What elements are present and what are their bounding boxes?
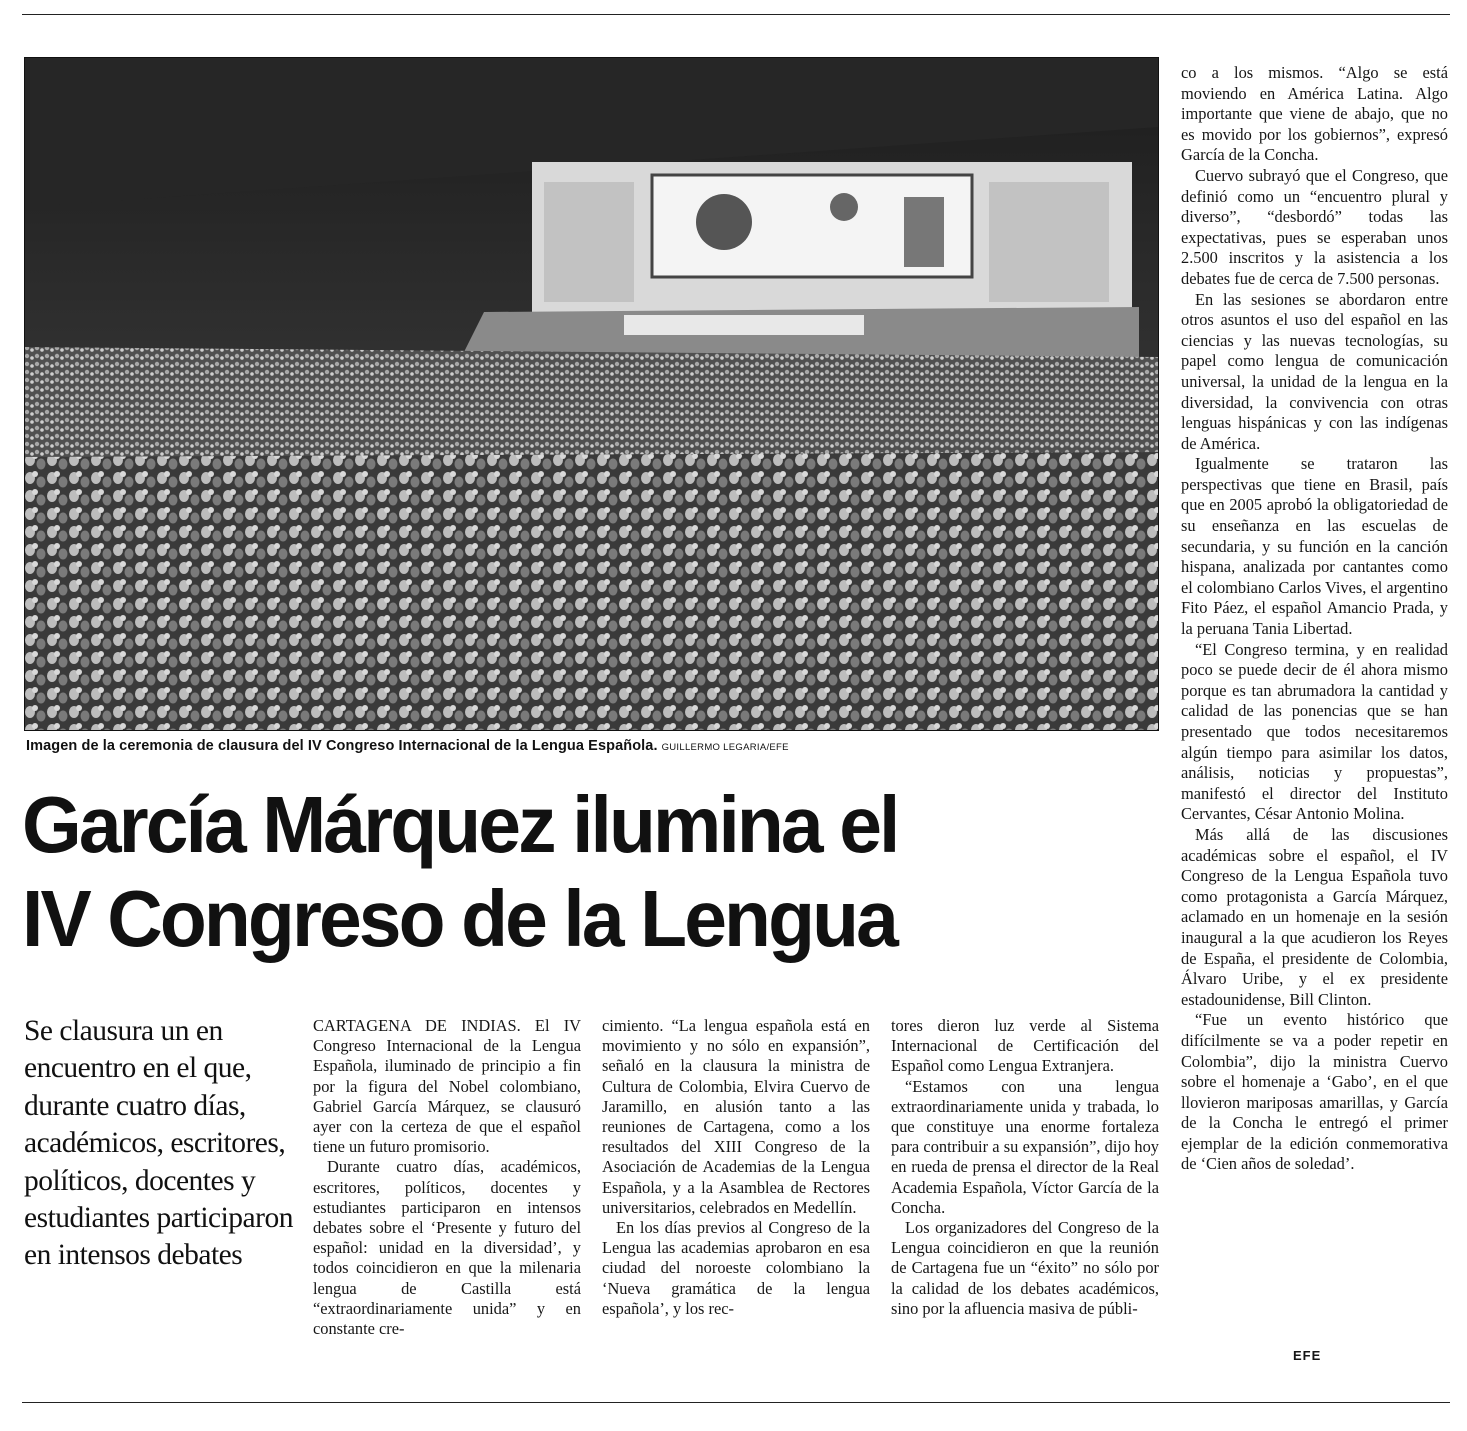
agency-signature: EFE <box>1293 1348 1322 1363</box>
headline <box>22 778 1126 966</box>
conference-photo <box>24 57 1159 731</box>
article-column-1 <box>313 1016 581 1376</box>
bottom-rule <box>22 1402 1450 1403</box>
auditorium-image <box>24 57 1159 731</box>
caption-text: Imagen de la ceremonia de clausura del IV Congreso Internacional de la Lengua Española. <box>26 738 658 754</box>
paragraph: “Estamos con una lengua extraordinariamente unida y trabada, lo que constituye una enorme fortaleza para contribuir a su expansión”, dijo hoy en rueda de prensa el director de la Real Academia Española, Víctor García de la Concha. <box>891 1076 1159 1217</box>
paragraph: Cuervo subrayó que el Congreso, que definió como un “encuentro plural y diverso”, “desbordó” todas las expectativas, pues se esperaban unos 2.500 inscritos y la asistencia a los debates fue de cerca de 7.500 personas. <box>1181 165 1448 288</box>
photo-caption <box>26 738 1166 754</box>
article-column-3 <box>891 1016 1159 1376</box>
paragraph: cimiento. “La lengua española está en movimiento y no sólo en expansión”, señaló en la clausura la ministra de Cultura de Colombia, Elvira Cuervo de Jaramillo, en alusión tanto a las reuniones de Cartagena, como a los resultados del XIII Congreso de la Asociación de Academias de la Lengua Española, y a la Asamblea de Rectores universitarios, celebrados en Medellín. <box>602 1016 870 1217</box>
top-rule <box>22 14 1450 15</box>
paragraph: CARTAGENA DE INDIAS. El IV Congreso Internacional de la Lengua Española, iluminado de principio a fin por la figura del Nobel colombiano, Gabriel García Márquez, se clausuró ayer con la certeza de que el español tiene un futuro promisorio. <box>313 1016 581 1157</box>
deck-subheading: Se clausura un en encuentro en el que, durante cuatro días, académicos, escritores, políticos, docentes y estudiantes participaron en intensos debates <box>24 1015 293 1272</box>
paragraph: Los organizadores del Congreso de la Lengua coincidieron en que la reunión de Cartagena fue un “éxito” no sólo por la calidad de los debates académicos, sino por la afluencia masiva de públi- <box>891 1218 1159 1318</box>
paragraph: Igualmente se trataron las perspectivas que tiene en Brasil, país que en 2005 aprobó la obligatoriedad de su enseñanza en las escuelas de secundaria, y su función en la canción hispana, analizada por cantantes como el colombiano Carlos Vives, el argentino Fito Páez, el español Amancio Prada, y la peruana Tania Libertad. <box>1181 454 1448 639</box>
paragraph: co a los mismos. “Algo se está moviendo en América Latina. Algo importante que viene de abajo, que no es movido por los gobiernos”, expresó García de la Concha. <box>1181 63 1448 165</box>
headline-line-2: IV Congreso de la Lengua <box>22 874 896 963</box>
paragraph: Durante cuatro días, académicos, escritores, políticos, docentes y estudiantes participaron en intensos debates sobre el ‘Presente y futuro del español: unidad en la diversidad’, y todos coincidieron en que la milenaria lengua de Castilla está “extraordinariamente unida” y en constante cre- <box>313 1157 581 1339</box>
article-column-4 <box>1181 63 1448 1363</box>
headline-line-1: García Márquez ilumina el <box>22 780 898 869</box>
paragraph: Más allá de las discusiones académicas sobre el español, el IV Congreso de la Lengua Española tuvo como protagonista a García Márquez, aclamado en un homenaje en la sesión inaugural a la que acudieron los Reyes de España, el presidente de Colombia, Álvaro Uribe, y el ex presidente estadounidense, Bill Clinton. <box>1181 824 1448 1009</box>
photo-credit: GUILLERMO LEGARIA/EFE <box>661 742 789 753</box>
article-column-2 <box>602 1016 870 1376</box>
paragraph: tores dieron luz verde al Sistema Internacional de Certificación del Español como Lengua Extranjera. <box>891 1016 1159 1076</box>
paragraph: En los días previos al Congreso de la Lengua las academias aprobaron en esa ciudad del noroeste colombiano la ‘Nueva gramática de la lengua española’, y los rec- <box>602 1218 870 1318</box>
paragraph: En las sesiones se abordaron entre otros asuntos el uso del español en las ciencias y las nuevas tecnologías, su papel como lengua de comunicación universal, la unidad de la lengua en la diversidad, la convivencia con otras lenguas hispánicas y con las indígenas de América. <box>1181 289 1448 453</box>
paragraph: “Fue un evento histórico que difícilmente se va a poder repetir en Colombia”, dijo la ministra Cuervo sobre el homenaje a ‘Gabo’, en el que llovieron mariposas amarillas, y García de la Concha le entregó el primer ejemplar de la edición conmemorativa de ‘Cien años de soledad’. <box>1181 1010 1448 1174</box>
paragraph: “El Congreso termina, y en realidad poco se puede decir de él ahora mismo porque es tan abrumadora la cantidad y calidad de las ponencias que se han presentado que todos necesitaremos algún tiempo para asimilar los datos, análisis, noticias y propuestas”, manifestó el director del Instituto Cervantes, César Antonio Molina. <box>1181 639 1448 824</box>
